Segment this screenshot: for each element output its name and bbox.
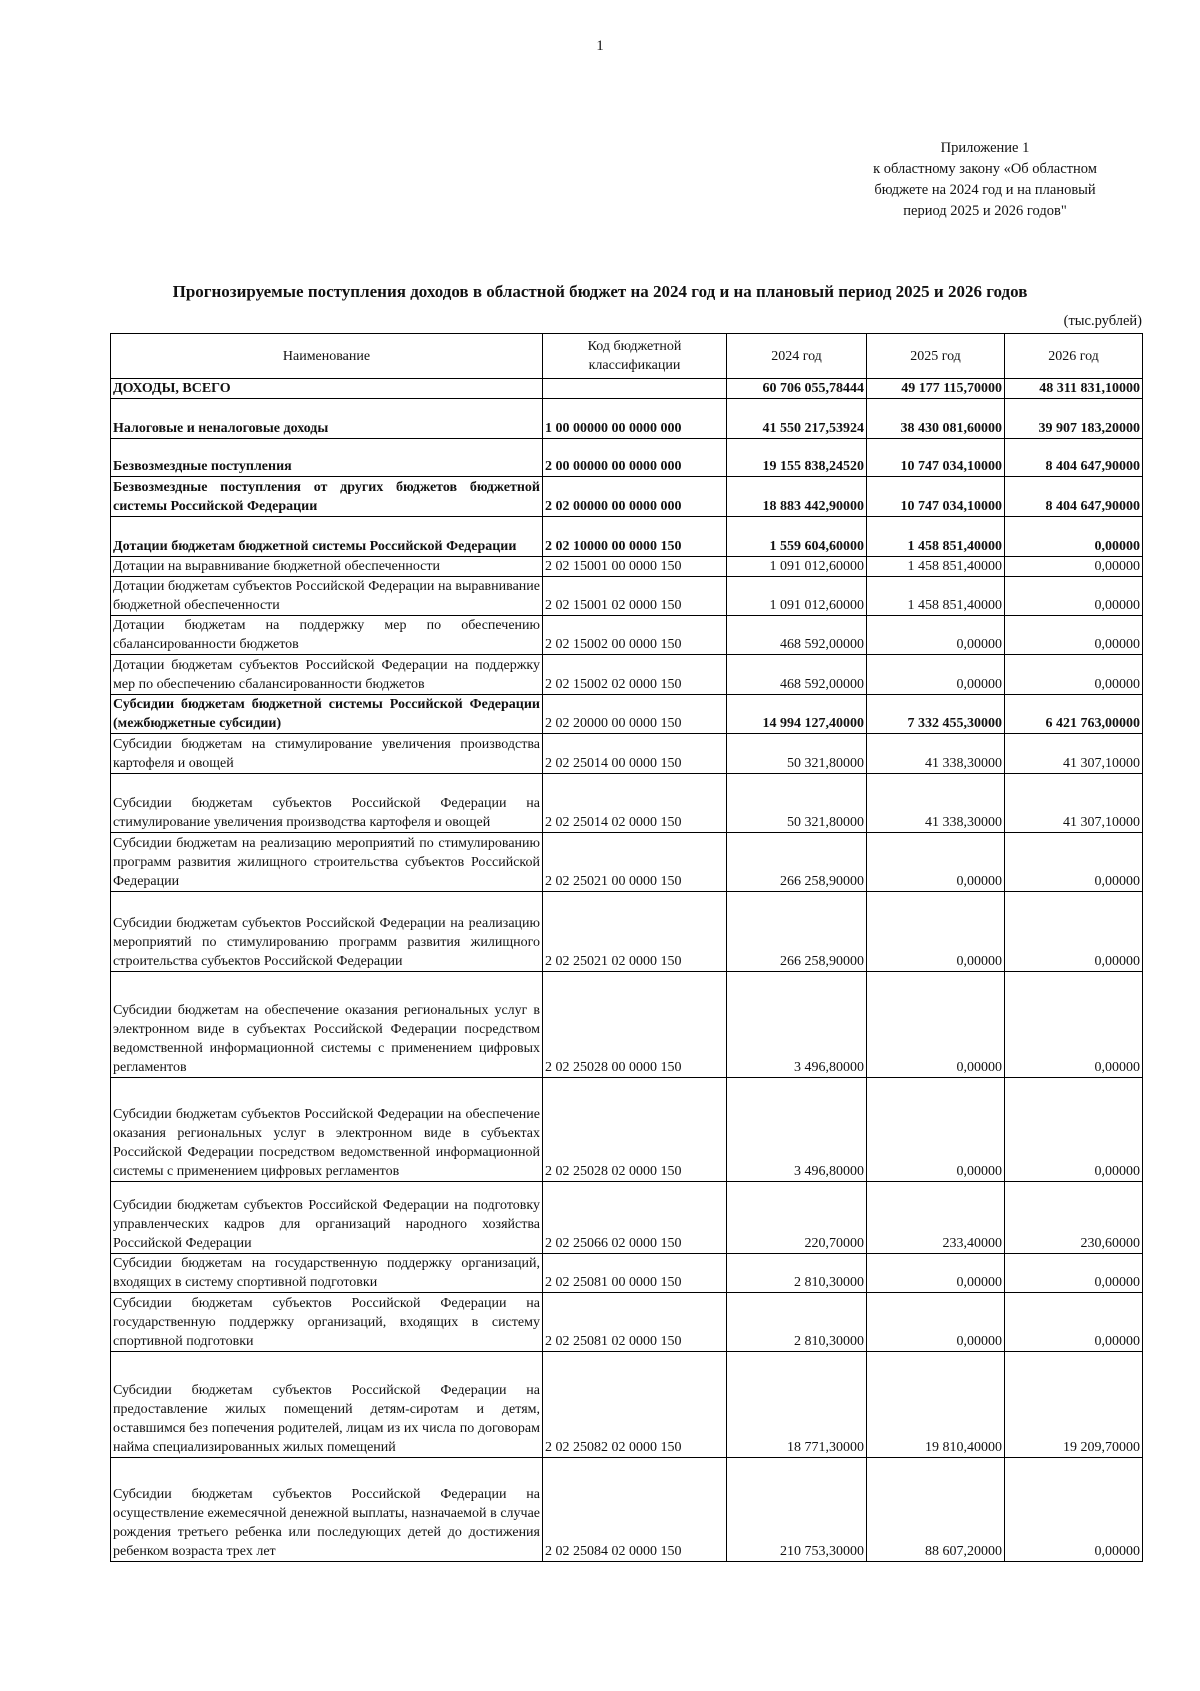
row-name: Дотации бюджетам на поддержку мер по обеспечению сбалансированности бюджетов <box>111 616 543 655</box>
row-2026: 0,00000 <box>1005 1254 1143 1293</box>
row-2026: 0,00000 <box>1005 972 1143 1078</box>
row-code: 2 02 00000 00 0000 000 <box>543 477 727 517</box>
row-2026: 41 307,10000 <box>1005 734 1143 774</box>
row-2024: 1 091 012,60000 <box>727 577 867 616</box>
row-code: 2 02 20000 00 0000 150 <box>543 695 727 734</box>
row-2025: 1 458 851,40000 <box>867 557 1005 577</box>
row-code: 2 02 25021 02 0000 150 <box>543 892 727 972</box>
header-2026: 2026 год <box>1005 334 1143 379</box>
table-row <box>111 774 1143 833</box>
row-name: Безвозмездные поступления <box>111 439 543 477</box>
row-name: ДОХОДЫ, ВСЕГО <box>111 379 543 399</box>
row-2024: 18 883 442,90000 <box>727 477 867 517</box>
row-code: 2 00 00000 00 0000 000 <box>543 439 727 477</box>
row-name: Субсидии бюджетам субъектов Российской Федерации на подготовку управленческих кадров для организаций народного хозяйства Российской Федерации <box>111 1182 543 1254</box>
row-name: Субсидии бюджетам на стимулирование увеличения производства картофеля и овощей <box>111 734 543 774</box>
row-2025: 7 332 455,30000 <box>867 695 1005 734</box>
row-2026: 48 311 831,10000 <box>1005 379 1143 399</box>
row-2025: 1 458 851,40000 <box>867 517 1005 557</box>
row-name: Субсидии бюджетам субъектов Российской Федерации на стимулирование увеличения производства картофеля и овощей <box>111 774 543 833</box>
row-code: 2 02 25014 02 0000 150 <box>543 774 727 833</box>
row-code: 1 00 00000 00 0000 000 <box>543 399 727 439</box>
header-name: Наименование <box>111 334 543 379</box>
row-name: Субсидии бюджетам субъектов Российской Федерации на государственную поддержку организаций, входящих в систему спортивной подготовки <box>111 1293 543 1352</box>
appendix-line: бюджете на 2024 год и на плановый <box>874 182 1096 198</box>
row-2026: 41 307,10000 <box>1005 774 1143 833</box>
header-code: Код бюджетной классификации <box>543 334 727 379</box>
row-code: 2 02 15002 00 0000 150 <box>543 616 727 655</box>
table-row <box>111 557 1143 577</box>
row-code: 2 02 25081 00 0000 150 <box>543 1254 727 1293</box>
row-2024: 220,70000 <box>727 1182 867 1254</box>
row-code: 2 02 15001 00 0000 150 <box>543 557 727 577</box>
row-2024: 2 810,30000 <box>727 1293 867 1352</box>
row-2024: 19 155 838,24520 <box>727 439 867 477</box>
row-2024: 41 550 217,53924 <box>727 399 867 439</box>
row-name: Безвозмездные поступления от других бюджетов бюджетной системы Российской Федерации <box>111 477 543 517</box>
table-row <box>111 655 1143 695</box>
row-name: Дотации бюджетам субъектов Российской Федерации на выравнивание бюджетной обеспеченности <box>111 577 543 616</box>
row-2024: 468 592,00000 <box>727 655 867 695</box>
row-name: Субсидии бюджетам субъектов Российской Федерации на реализацию мероприятий по стимулированию программ развития жилищного строительства субъектов Российской Федерации <box>111 892 543 972</box>
row-2026: 6 421 763,00000 <box>1005 695 1143 734</box>
table-row <box>111 1352 1143 1458</box>
page-number: 1 <box>596 38 604 54</box>
row-2025: 0,00000 <box>867 616 1005 655</box>
appendix-line: к областному закону «Об областном <box>873 161 1097 177</box>
row-2024: 266 258,90000 <box>727 892 867 972</box>
table-row <box>111 577 1143 616</box>
table-row <box>111 734 1143 774</box>
row-2024: 1 091 012,60000 <box>727 557 867 577</box>
table-row <box>111 1293 1143 1352</box>
row-name: Дотации на выравнивание бюджетной обеспеченности <box>111 557 543 577</box>
row-code: 2 02 25028 02 0000 150 <box>543 1078 727 1182</box>
row-name: Субсидии бюджетам субъектов Российской Федерации на осуществление ежемесячной денежной выплаты, назначаемой в случае рождения третьего ребенка или последующих детей до достижения ребенком возраста трех лет <box>111 1458 543 1562</box>
table-row <box>111 1078 1143 1182</box>
header-2025: 2025 год <box>867 334 1005 379</box>
row-code: 2 02 25028 00 0000 150 <box>543 972 727 1078</box>
table-row <box>111 695 1143 734</box>
appendix-note <box>860 138 1110 222</box>
row-code: 2 02 25014 00 0000 150 <box>543 734 727 774</box>
row-name: Субсидии бюджетам субъектов Российской Федерации на обеспечение оказания региональных услуг в электронном виде в субъектах Российской Федерации посредством ведомственной информационной системы с применением цифровых регламентов <box>111 1078 543 1182</box>
row-2024: 3 496,80000 <box>727 1078 867 1182</box>
row-2024: 1 559 604,60000 <box>727 517 867 557</box>
row-code: 2 02 25082 02 0000 150 <box>543 1352 727 1458</box>
row-2024: 50 321,80000 <box>727 774 867 833</box>
row-2024: 266 258,90000 <box>727 833 867 892</box>
row-2026: 39 907 183,20000 <box>1005 399 1143 439</box>
row-2025: 38 430 081,60000 <box>867 399 1005 439</box>
row-2025: 233,40000 <box>867 1182 1005 1254</box>
row-2026: 0,00000 <box>1005 557 1143 577</box>
table-header-row <box>111 334 1143 379</box>
row-2024: 468 592,00000 <box>727 616 867 655</box>
row-2025: 0,00000 <box>867 1254 1005 1293</box>
row-2025: 0,00000 <box>867 892 1005 972</box>
row-name: Субсидии бюджетам на государственную поддержку организаций, входящих в систему спортивной подготовки <box>111 1254 543 1293</box>
row-2025: 49 177 115,70000 <box>867 379 1005 399</box>
row-2024: 2 810,30000 <box>727 1254 867 1293</box>
table-row <box>111 477 1143 517</box>
row-2026: 0,00000 <box>1005 517 1143 557</box>
row-2026: 0,00000 <box>1005 577 1143 616</box>
row-2026: 8 404 647,90000 <box>1005 439 1143 477</box>
row-2026: 230,60000 <box>1005 1182 1143 1254</box>
row-2026: 19 209,70000 <box>1005 1352 1143 1458</box>
table-row <box>111 1254 1143 1293</box>
row-code <box>543 379 727 399</box>
appendix-line: Приложение 1 <box>940 140 1030 156</box>
row-2025: 0,00000 <box>867 1078 1005 1182</box>
table-row <box>111 892 1143 972</box>
row-2024: 50 321,80000 <box>727 734 867 774</box>
document-title: Прогнозируемые поступления доходов в областной бюджет на 2024 год и на плановый период 2025 и 2026 годов <box>172 282 1028 301</box>
row-code: 2 02 25021 00 0000 150 <box>543 833 727 892</box>
row-2026: 0,00000 <box>1005 655 1143 695</box>
row-2026: 8 404 647,90000 <box>1005 477 1143 517</box>
row-2025: 0,00000 <box>867 972 1005 1078</box>
row-name: Субсидии бюджетам бюджетной системы Российской Федерации (межбюджетные субсидии) <box>111 695 543 734</box>
row-2025: 0,00000 <box>867 833 1005 892</box>
row-2025: 10 747 034,10000 <box>867 439 1005 477</box>
row-name: Субсидии бюджетам на обеспечение оказания региональных услуг в электронном виде в субъектах Российской Федерации посредством ведомственной информационной системы с применением цифровых регламентов <box>111 972 543 1078</box>
row-code: 2 02 15001 02 0000 150 <box>543 577 727 616</box>
row-code: 2 02 15002 02 0000 150 <box>543 655 727 695</box>
row-2024: 14 994 127,40000 <box>727 695 867 734</box>
row-2024: 60 706 055,78444 <box>727 379 867 399</box>
row-2026: 0,00000 <box>1005 616 1143 655</box>
row-name: Субсидии бюджетам субъектов Российской Федерации на предоставление жилых помещений детям-сиротам и детям, оставшимся без попечения родителей, лицам из их числа по договорам найма специализированных жилых помещений <box>111 1352 543 1458</box>
table-row <box>111 1458 1143 1562</box>
row-2025: 1 458 851,40000 <box>867 577 1005 616</box>
units-label: (тыс.рублей) <box>1063 313 1142 329</box>
row-2026: 0,00000 <box>1005 1293 1143 1352</box>
row-2026: 0,00000 <box>1005 1458 1143 1562</box>
table-row <box>111 379 1143 399</box>
row-2026: 0,00000 <box>1005 892 1143 972</box>
table-row <box>111 399 1143 439</box>
revenue-table <box>110 333 1143 1562</box>
row-2026: 0,00000 <box>1005 1078 1143 1182</box>
row-2025: 41 338,30000 <box>867 734 1005 774</box>
row-code: 2 02 25084 02 0000 150 <box>543 1458 727 1562</box>
row-2025: 88 607,20000 <box>867 1458 1005 1562</box>
row-name: Субсидии бюджетам на реализацию мероприятий по стимулированию программ развития жилищного строительства субъектов Российской Федерации <box>111 833 543 892</box>
appendix-line: период 2025 и 2026 годов" <box>903 203 1067 219</box>
row-2025: 0,00000 <box>867 655 1005 695</box>
row-2025: 41 338,30000 <box>867 774 1005 833</box>
header-2024: 2024 год <box>727 334 867 379</box>
row-2025: 19 810,40000 <box>867 1352 1005 1458</box>
row-2024: 3 496,80000 <box>727 972 867 1078</box>
row-2025: 10 747 034,10000 <box>867 477 1005 517</box>
row-code: 2 02 25081 02 0000 150 <box>543 1293 727 1352</box>
row-name: Дотации бюджетам бюджетной системы Российской Федерации <box>111 517 543 557</box>
row-code: 2 02 25066 02 0000 150 <box>543 1182 727 1254</box>
row-name: Налоговые и неналоговые доходы <box>111 399 543 439</box>
table-row <box>111 972 1143 1078</box>
table-row <box>111 833 1143 892</box>
table-row <box>111 517 1143 557</box>
row-2024: 18 771,30000 <box>727 1352 867 1458</box>
row-name: Дотации бюджетам субъектов Российской Федерации на поддержку мер по обеспечению сбалансированности бюджетов <box>111 655 543 695</box>
row-2024: 210 753,30000 <box>727 1458 867 1562</box>
table-row <box>111 1182 1143 1254</box>
row-code: 2 02 10000 00 0000 150 <box>543 517 727 557</box>
row-2026: 0,00000 <box>1005 833 1143 892</box>
table-row <box>111 616 1143 655</box>
row-2025: 0,00000 <box>867 1293 1005 1352</box>
table-row <box>111 439 1143 477</box>
